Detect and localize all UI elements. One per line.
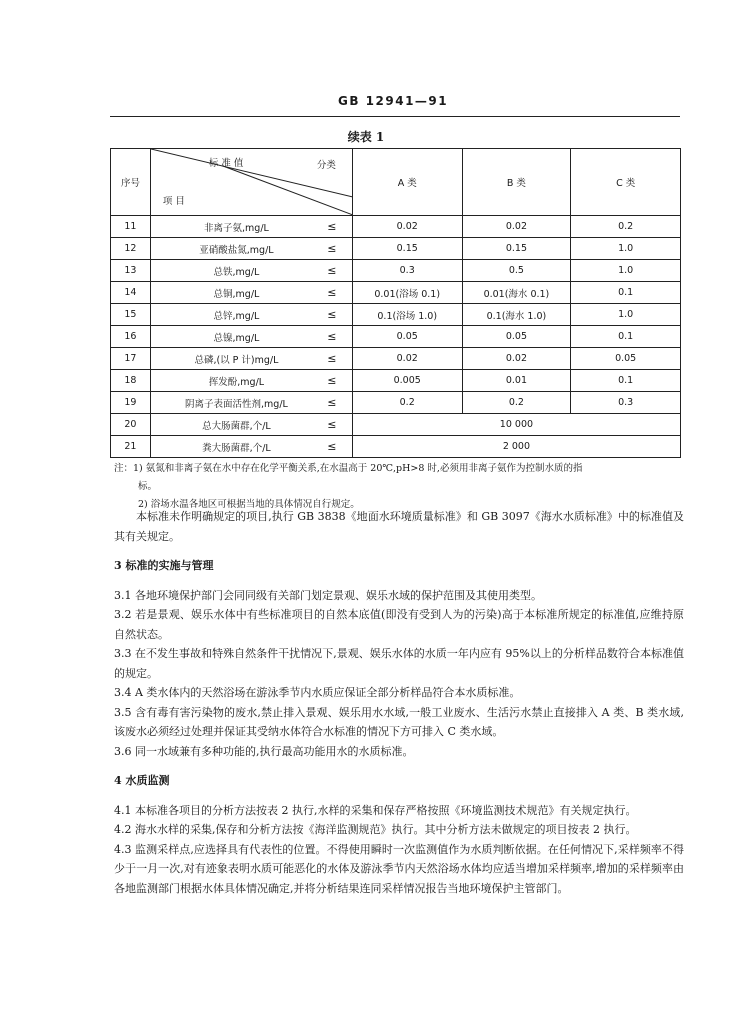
- row-a: 0.15: [352, 238, 462, 260]
- row-c: 1.0: [571, 260, 681, 282]
- row-a: 0.02: [352, 216, 462, 238]
- table-notes: [114, 460, 684, 514]
- clause-3-1: 3.1 各地环境保护部门会同同级有关部门划定景观、娱乐水域的保护范围及其使用类型。: [114, 588, 542, 602]
- clause-3-5: 3.5 含有毒有害污染物的废水,禁止排入景观、娱乐用水水域,一般工业废水、生活污水禁止直接排入 A 类、B 类水域,该废水必须经过处理并保证其受纳水体符合水标准的情况下方可排入 C 类水域。: [114, 705, 684, 738]
- row-no: 16: [111, 326, 151, 348]
- row-b: 0.2: [462, 392, 571, 414]
- row-item: 总磷,(以 P 计)mg/L: [150, 348, 312, 370]
- row-c: 0.05: [571, 348, 681, 370]
- row-symbol: ≤: [312, 414, 352, 436]
- row-c: 1.0: [571, 238, 681, 260]
- table-row: [111, 436, 681, 458]
- header-diagonal-cell: [150, 149, 352, 216]
- water-quality-table: [110, 148, 681, 458]
- row-symbol: ≤: [312, 216, 352, 238]
- row-abc-merged: 10 000: [352, 414, 680, 436]
- table-row: [111, 260, 681, 282]
- row-b: 0.15: [462, 238, 571, 260]
- row-b: 0.01: [462, 370, 571, 392]
- row-item: 阴离子表面活性剂,mg/L: [150, 392, 312, 414]
- row-no: 12: [111, 238, 151, 260]
- row-a: 0.3: [352, 260, 462, 282]
- row-abc-merged: 2 000: [352, 436, 680, 458]
- row-b: 0.02: [462, 348, 571, 370]
- standard-code-header: GB 12941—91: [338, 94, 449, 108]
- row-c: 0.1: [571, 282, 681, 304]
- row-a: 0.1(浴场 1.0): [352, 304, 462, 326]
- row-item: 粪大肠菌群,个/L: [150, 436, 312, 458]
- paragraph-supplement: 本标准未作明确规定的项目,执行 GB 3838《地面水环境质量标准》和 GB 3097《海水水质标准》中的标准值及其有关规定。: [114, 510, 684, 543]
- row-c: 0.3: [571, 392, 681, 414]
- note-1-cont: 标。: [138, 481, 158, 492]
- table-caption: 续表 1: [347, 130, 385, 144]
- row-c: 0.2: [571, 216, 681, 238]
- row-no: 11: [111, 216, 151, 238]
- clause-4-3: 4.3 监测采样点,应选择具有代表性的位置。不得使用瞬时一次监测值作为水质判断依据。在任何情况下,采样频率不得少于一月一次,对有迹象表明水质可能恶化的水体及游泳季节内天然浴场水体均应适当增加采样频率,增加的采样频率由各地监测部门根据水体具体情况确定,并将分析结果连同采样情况报告当地环境保护主管部门。: [114, 842, 684, 895]
- row-no: 19: [111, 392, 151, 414]
- row-b: 0.05: [462, 326, 571, 348]
- row-item: 总铜,mg/L: [150, 282, 312, 304]
- row-c: 0.1: [571, 370, 681, 392]
- clause-3-2: 3.2 若是景观、娱乐水体中有些标准项目的自然本底值(即没有受到人为的污染)高于本标准所规定的标准值,应维持原自然状态。: [114, 608, 684, 641]
- diag-label-category: 分类: [316, 160, 336, 171]
- clause-4-2: 4.2 海水水样的采集,保存和分析方法按《海洋监测规范》执行。其中分析方法未做规定的项目按表 2 执行。: [114, 823, 637, 836]
- row-item: 总铁,mg/L: [150, 260, 312, 282]
- clause-3-4: 3.4 A 类水体内的天然浴场在游泳季节内水质应保证全部分析样品符合本水质标准。: [114, 686, 521, 699]
- header-seq: 序号: [111, 149, 151, 216]
- note-2: 2) 浴场水温各地区可根据当地的具体情况自行规定。: [138, 499, 360, 510]
- clause-4-1: 4.1 本标准各项目的分析方法按表 2 执行,水样的采集和保存严格按照《环境监测技术规范》有关规定执行。: [114, 803, 637, 817]
- table-row: [111, 216, 681, 238]
- row-b: 0.01(海水 0.1): [462, 282, 571, 304]
- row-no: 21: [111, 436, 151, 458]
- row-no: 14: [111, 282, 151, 304]
- clause-3-6: 3.6 同一水域兼有多种功能的,执行最高功能用水的水质标准。: [114, 744, 414, 758]
- row-symbol: ≤: [312, 282, 352, 304]
- row-b: 0.1(海水 1.0): [462, 304, 571, 326]
- section-4-heading: 4 水质监测: [114, 774, 170, 787]
- diag-label-standard: 标 准 值: [208, 158, 244, 169]
- row-symbol: ≤: [312, 348, 352, 370]
- clause-3-3: 3.3 在不发生事故和特殊自然条件干扰情况下,景观、娱乐水体的水质一年内应有 95%以上的分析样品数符合本标准值的规定。: [114, 647, 684, 680]
- row-symbol: ≤: [312, 326, 352, 348]
- row-symbol: ≤: [312, 370, 352, 392]
- header-class-c: C 类: [571, 149, 681, 216]
- row-a: 0.005: [352, 370, 462, 392]
- row-b: 0.5: [462, 260, 571, 282]
- table-row: [111, 370, 681, 392]
- row-a: 0.01(浴场 0.1): [352, 282, 462, 304]
- row-symbol: ≤: [312, 260, 352, 282]
- row-symbol: ≤: [312, 304, 352, 326]
- row-no: 15: [111, 304, 151, 326]
- table-row: [111, 348, 681, 370]
- row-b: 0.02: [462, 216, 571, 238]
- diag-label-item: 项 目: [162, 196, 185, 207]
- body-text: [114, 507, 684, 898]
- table-row: [111, 304, 681, 326]
- table-row: [111, 238, 681, 260]
- row-item: 总大肠菌群,个/L: [150, 414, 312, 436]
- table-row: [111, 414, 681, 436]
- row-no: 13: [111, 260, 151, 282]
- table-row: [111, 326, 681, 348]
- header-class-a: A 类: [352, 149, 462, 216]
- row-a: 0.05: [352, 326, 462, 348]
- header-class-b: B 类: [462, 149, 571, 216]
- section-3-heading: 3 标准的实施与管理: [114, 559, 214, 572]
- row-item: 总镍,mg/L: [150, 326, 312, 348]
- row-no: 20: [111, 414, 151, 436]
- row-item: 非离子氨,mg/L: [150, 216, 312, 238]
- row-symbol: ≤: [312, 392, 352, 414]
- row-c: 1.0: [571, 304, 681, 326]
- table-row: [111, 282, 681, 304]
- row-symbol: ≤: [312, 436, 352, 458]
- row-c: 0.1: [571, 326, 681, 348]
- row-a: 0.2: [352, 392, 462, 414]
- row-symbol: ≤: [312, 238, 352, 260]
- row-item: 总锌,mg/L: [150, 304, 312, 326]
- row-no: 18: [111, 370, 151, 392]
- row-item: 亚硝酸盐氮,mg/L: [150, 238, 312, 260]
- row-no: 17: [111, 348, 151, 370]
- table-row: [111, 392, 681, 414]
- row-a: 0.02: [352, 348, 462, 370]
- header-rule: [110, 116, 680, 117]
- note-1: 注：1) 氨氮和非离子氨在水中存在化学平衡关系,在水温高于 20℃,pH>8 时,必须用非离子氨作为控制水质的指: [114, 463, 583, 474]
- row-item: 挥发酚,mg/L: [150, 370, 312, 392]
